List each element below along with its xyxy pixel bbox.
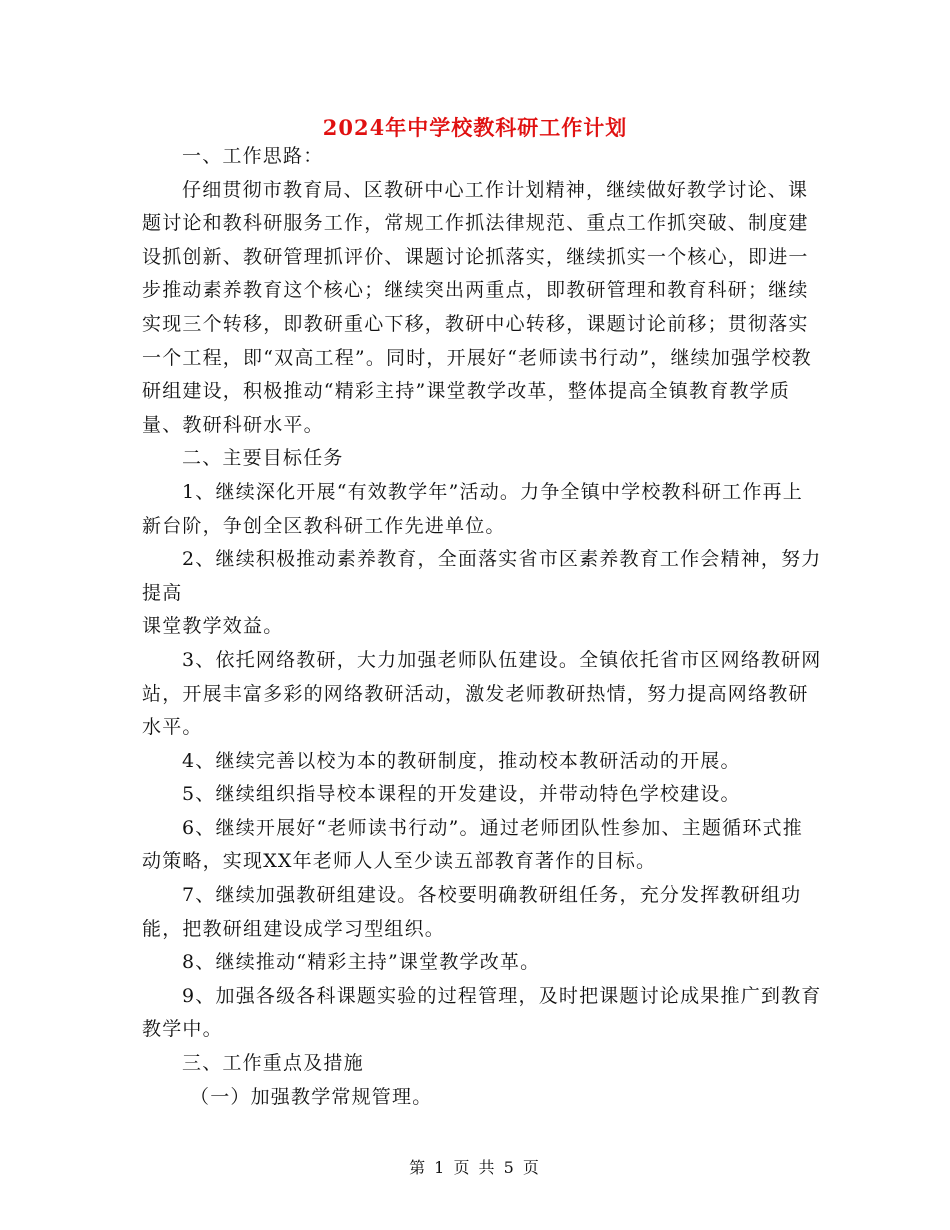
goal-item-1: 1、继续深化开展“有效教学年”活动。力争全镇中学校教科研工作再上新台阶，争创全区教科研工作先进单位。 (142, 480, 803, 537)
section-3-subheading-1: （一）加强教学常规管理。 (190, 1085, 433, 1108)
goal-item-3: 3、依托网络教研，大力加强老师队伍建设。全镇依托省市区网络教研网站，开展丰富多彩的网络教研活动，激发老师教研热情，努力提高网络教研水平。 (142, 648, 822, 739)
goal-item-4: 4、继续完善以校为本的教研制度，推动校本教研活动的开展。 (182, 749, 741, 772)
goal-item-5: 5、继续组织指导校本课程的开发建设，并带动特色学校建设。 (182, 783, 741, 806)
goal-item-6: 6、继续开展好“老师读书行动”。通过老师团队性参加、主题循环式推动策略，实现XX年老师人人至少读五部教育著作的目标。 (142, 816, 803, 873)
document-body (142, 140, 822, 1114)
goal-item-2: 2、继续积极推动素养教育，全面落实省市区素养教育工作会精神，努力提高 (142, 548, 822, 604)
goal-item-8: 8、继续推动“精彩主持”课堂教学改革。 (182, 951, 541, 974)
goal-item-7: 7、继续加强教研组建设。各校要明确教研组任务，充分发挥教研组功能，把教研组建设成学习型组织。 (142, 884, 802, 940)
page-footer: 第 1 页 共 5 页 (409, 1158, 541, 1177)
section-heading-1: 一、工作思路： (182, 145, 324, 167)
section-heading-3: 三、工作重点及措施 (182, 1052, 364, 1075)
section-heading-2: 二、主要目标任务 (182, 447, 344, 470)
goal-item-9: 9、加强各级各科课题实验的过程管理，及时把课题讨论成果推广到教育教学中。 (142, 984, 822, 1041)
document-title: 2024年中学校教科研工作计划 (322, 115, 628, 140)
section-1-paragraph: 仔细贯彻市教育局、区教研中心工作计划精神，继续做好教学讨论、课题讨论和教科研服务工作，常规工作抓法律规范、重点工作抓突破、制度建设抓创新、教研管理抓评价、课题讨论抓落实，继续抓实一个核心，即进一步推动素养教育这个核心；继续突出两重点，即教研管理和教育科研；继续实现三个转移，即教研重心下移，教研中心转移，课题讨论前移；贯彻落实一个工程，即“双高工程”。同时，开展好“老师读书行动”，继续加强学校教研组建设，积极推动“精彩主持”课堂教学改革，整体提高全镇教育教学质量、教研科研水平。 (142, 178, 812, 436)
goal-item-2-continued: 课堂教学效益。 (142, 615, 284, 638)
